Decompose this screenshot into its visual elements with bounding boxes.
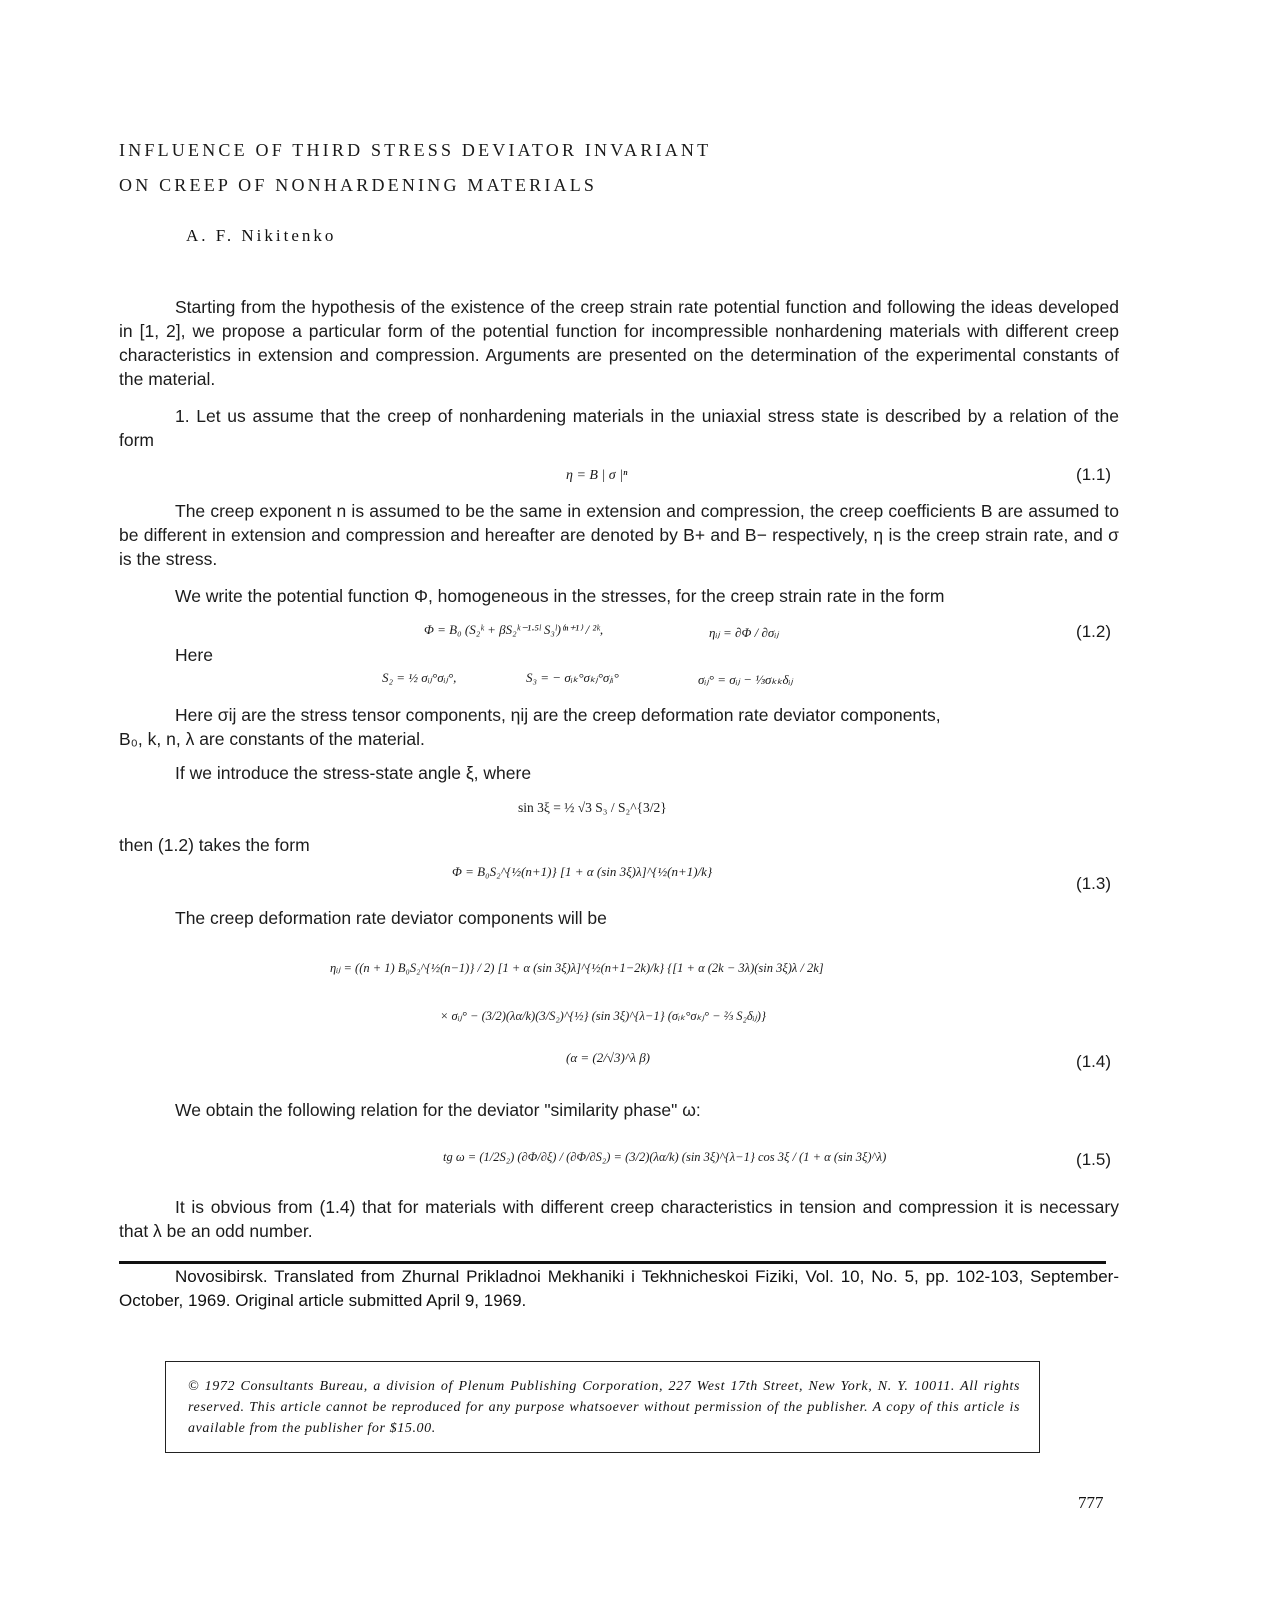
paragraph-stress-components-2: B₀, k, n, λ are constants of the material. (119, 729, 425, 749)
paragraph-deviator-components: The creep deformation rate deviator components will be (175, 908, 607, 928)
equation-s3: S₃ = − σᵢₖ°σₖⱼ°σⱼᵢ° (526, 670, 619, 685)
equation-1-2-side: ηᵢⱼ = ∂Φ / ∂σᵢⱼ (709, 625, 779, 640)
paragraph-creep-exponent: The creep exponent n is assumed to be the same in extension and compression, the creep coefficients B are assumed to be different in extension and compression and hereafter are denoted by B+ and B− respectively, η is the creep strain rate, and σ is the stress. (119, 501, 1119, 569)
equation-1-4-line-1: ηᵢⱼ = ((n + 1) B₀S₂^{½(n−1)} / 2) [1 + α (sin 3ξ)λ]^{½(n+1−2k)/k} {[1 + α (2k − 3λ)(sin 3ξ)λ / 2k] (330, 961, 824, 975)
equation-1-3-number: (1.3) (1076, 874, 1111, 893)
title-line-1: INFLUENCE OF THIRD STRESS DEVIATOR INVARIANT (119, 140, 712, 160)
paragraph-similarity-phase: We obtain the following relation for the deviator "similarity phase" ω: (175, 1100, 701, 1120)
equation-1-4-line-2: × σᵢⱼ° − (3/2)(λα/k)(3/S₂)^{½} (sin 3ξ)^{λ−1} (σᵢₖ°σₖⱼ° − ⅔ S₂δᵢⱼ)} (440, 1009, 766, 1023)
paragraph-stress-components-1: Here σij are the stress tensor components, ηij are the creep deformation rate deviator components, (175, 705, 941, 725)
equation-sin-3xi: sin 3ξ = ½ √3 S₃ / S₂^{3/2} (518, 800, 667, 815)
equation-s2: S₂ = ½ σᵢⱼ°σᵢⱼ°, (382, 670, 457, 685)
footnote: Novosibirsk. Translated from Zhurnal Prikladnoi Mekhaniki i Tekhnicheskoi Fiziki, Vol. 10, No. 5, pp. 102-103, September-October, 1969. Original article submitted April 9, 1969. (119, 1267, 1119, 1310)
equation-1-2-main: Φ = B₀ (S₂ᵏ + βS₂ᵏ⁻¹·⁵ˡ S₃ˡ)⁽ⁿ⁺¹⁾ / ²ᵏ, (424, 622, 604, 637)
copyright-box (165, 1361, 1040, 1453)
abstract: Starting from the hypothesis of the existence of the creep strain rate potential function and following the ideas developed in [1, 2], we propose a particular form of the potential function for incompressible nonhardening materials with different creep characteristics in extension and compression. Arguments are presented on the determination of the experimental constants of the material. (119, 297, 1119, 389)
equation-1-1: η = B | σ |ⁿ (566, 468, 628, 483)
paragraph-conclusion: It is obvious from (1.4) that for materials with different creep characteristics in tension and compression it is necessary that λ be an odd number. (119, 1197, 1119, 1241)
equation-1-1-number: (1.1) (1076, 465, 1111, 484)
section-1-intro: 1. Let us assume that the creep of nonhardening materials in the uniaxial stress state is described by a relation of the form (119, 406, 1119, 450)
here-label: Here (175, 645, 213, 665)
equation-1-5: tg ω = (1/2S₂) (∂Φ/∂ξ) / (∂Φ/∂S₂) = (3/2)(λα/k) (sin 3ξ)^{λ−1} cos 3ξ / (1 + α (sin 3ξ)^λ) (443, 1150, 887, 1164)
equation-sigma-deviator: σᵢⱼ° = σᵢⱼ − ⅓σₖₖδᵢⱼ (698, 672, 793, 687)
copyright-notice: © 1972 Consultants Bureau, a division of Plenum Publishing Corporation, 227 West 17th Street, New York, N. Y. 10011. All rights reserved. This article cannot be reproduced for any purpose whatsoever without permission of the publisher. A copy of this article is available from the publisher for $15.00. (188, 1379, 1020, 1436)
paragraph-stress-angle: If we introduce the stress-state angle ξ, where (175, 763, 532, 783)
equation-1-5-number: (1.5) (1076, 1150, 1111, 1169)
equation-1-2-number: (1.2) (1076, 622, 1111, 641)
equation-1-4-number: (1.4) (1076, 1052, 1111, 1071)
equation-1-4-line-3: (α = (2/√3)^λ β) (566, 1050, 650, 1065)
equation-1-3: Φ = B₀S₂^{½(n+1)} [1 + α (sin 3ξ)λ]^{½(n+1)/k} (452, 864, 713, 879)
paragraph-then: then (1.2) takes the form (119, 835, 310, 855)
page-number: 777 (1078, 1493, 1104, 1512)
footnote-divider (119, 1261, 1106, 1264)
author: A. F. Nikitenko (186, 226, 337, 245)
paragraph-potential-function: We write the potential function Φ, homogeneous in the stresses, for the creep strain rate in the form (175, 586, 945, 606)
title-line-2: ON CREEP OF NONHARDENING MATERIALS (119, 175, 598, 195)
